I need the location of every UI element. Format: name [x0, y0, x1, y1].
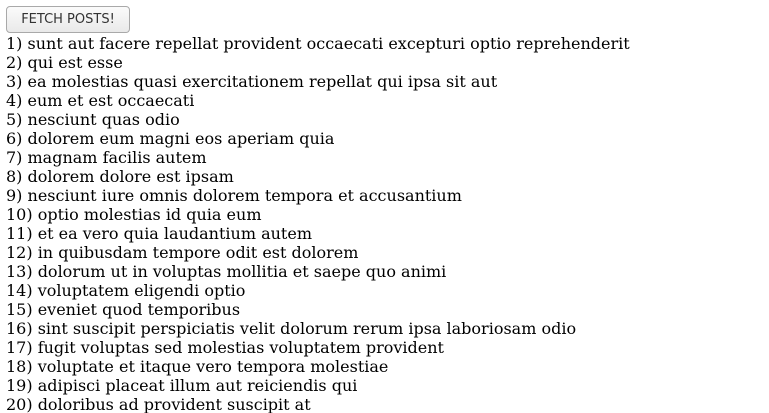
fetch-posts-button[interactable]: FETCH POSTS! — [6, 6, 130, 33]
list-item: 18) voluptate et itaque vero tempora molestiae — [6, 357, 389, 376]
list-item: 13) dolorum ut in voluptas mollitia et saepe quo animi — [6, 262, 447, 281]
list-item: 8) dolorem dolore est ipsam — [6, 167, 234, 186]
list-item: 14) voluptatem eligendi optio — [6, 281, 246, 300]
list-item: 6) dolorem eum magni eos aperiam quia — [6, 129, 335, 148]
list-item: 1) sunt aut facere repellat provident occaecati excepturi optio reprehenderit — [6, 34, 630, 53]
list-item: 9) nesciunt iure omnis dolorem tempora et accusantium — [6, 186, 462, 205]
list-item: 20) doloribus ad provident suscipit at — [6, 395, 311, 413]
list-item: 15) eveniet quod temporibus — [6, 300, 241, 319]
list-item: 7) magnam facilis autem — [6, 148, 207, 167]
list-item: 12) in quibusdam tempore odit est dolorem — [6, 243, 359, 262]
list-item: 2) qui est esse — [6, 53, 123, 72]
list-item: 17) fugit voluptas sed molestias voluptatem provident — [6, 338, 444, 357]
list-item: 10) optio molestias id quia eum — [6, 205, 262, 224]
list-item: 11) et ea vero quia laudantium autem — [6, 224, 312, 243]
post-list — [6, 34, 630, 413]
list-item: 4) eum et est occaecati — [6, 91, 195, 110]
list-item: 5) nesciunt quas odio — [6, 110, 180, 129]
list-item: 3) ea molestias quasi exercitationem repellat qui ipsa sit aut — [6, 72, 498, 91]
list-item: 19) adipisci placeat illum aut reiciendis qui — [6, 376, 358, 395]
list-item: 16) sint suscipit perspiciatis velit dolorum rerum ipsa laboriosam odio — [6, 319, 577, 338]
